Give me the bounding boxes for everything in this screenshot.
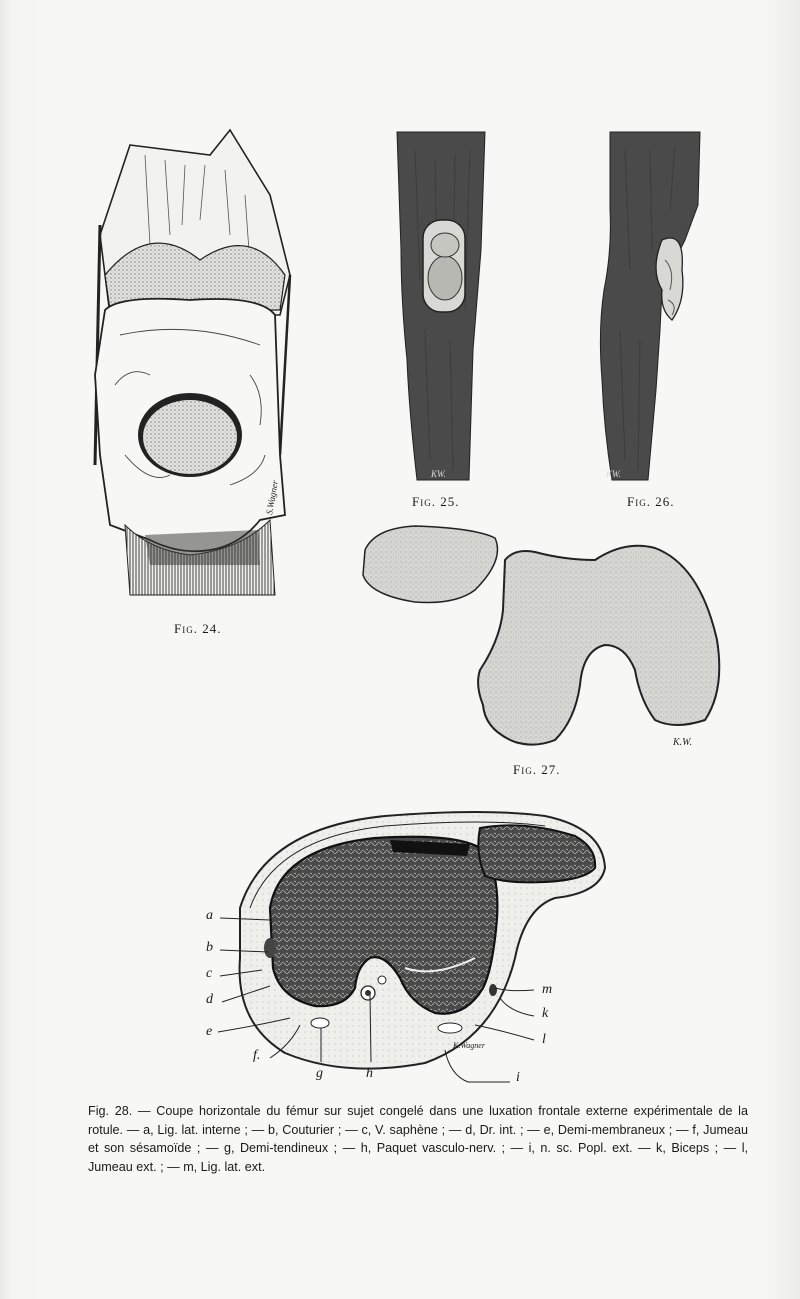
- figure-26-caption: Fig. 26.: [627, 494, 675, 509]
- figure-27-signature: K.W.: [673, 737, 693, 748]
- figure-24-illustration: [90, 125, 300, 600]
- figure-25-signature: KW.: [431, 469, 446, 479]
- label-b: b: [206, 940, 213, 955]
- label-e: e: [206, 1024, 213, 1039]
- figure-28-signature: K.Wagner: [453, 1041, 485, 1050]
- label-h: h: [366, 1066, 373, 1081]
- figure-24-signature: S.Wagner: [264, 479, 280, 516]
- figure-24-caption: Fig. 24.: [174, 621, 222, 636]
- figure-28-caption: Fig. 28. — Coupe horizontale du fémur sur sujet congelé dans une luxation frontale externe expérimentale de la rotule. — a, Lig. lat. interne ; — b, Couturier ; — c, V. saphène ; — d, Dr. int. ; — e, Demi-membraneux ; — f, Jumeau et son sésamoïde ; — g, Demi-tendineux ; — h, Paquet vasculo-nerv. ; — i, n. sc. Popl. ext. — k, Biceps ; — l, Jumeau ext. ; — m, Lig. lat. ext.: [88, 1104, 748, 1174]
- figure-27-caption: Fig. 27.: [513, 762, 561, 777]
- figure-25-illustration: [395, 130, 490, 485]
- label-m: m: [542, 982, 553, 997]
- label-c: c: [206, 966, 213, 981]
- label-i: i: [516, 1070, 520, 1085]
- label-d: d: [206, 992, 213, 1007]
- label-a: a: [206, 908, 213, 923]
- figure-27-illustration: [355, 520, 730, 760]
- label-k: k: [542, 1006, 549, 1021]
- label-g: g: [316, 1066, 323, 1081]
- figure-25-caption: Fig. 25.: [412, 494, 460, 509]
- figure-26-illustration: [590, 130, 705, 485]
- label-f: f.: [253, 1048, 261, 1063]
- figure-26-signature: KW.: [606, 469, 621, 479]
- label-l: l: [542, 1032, 546, 1047]
